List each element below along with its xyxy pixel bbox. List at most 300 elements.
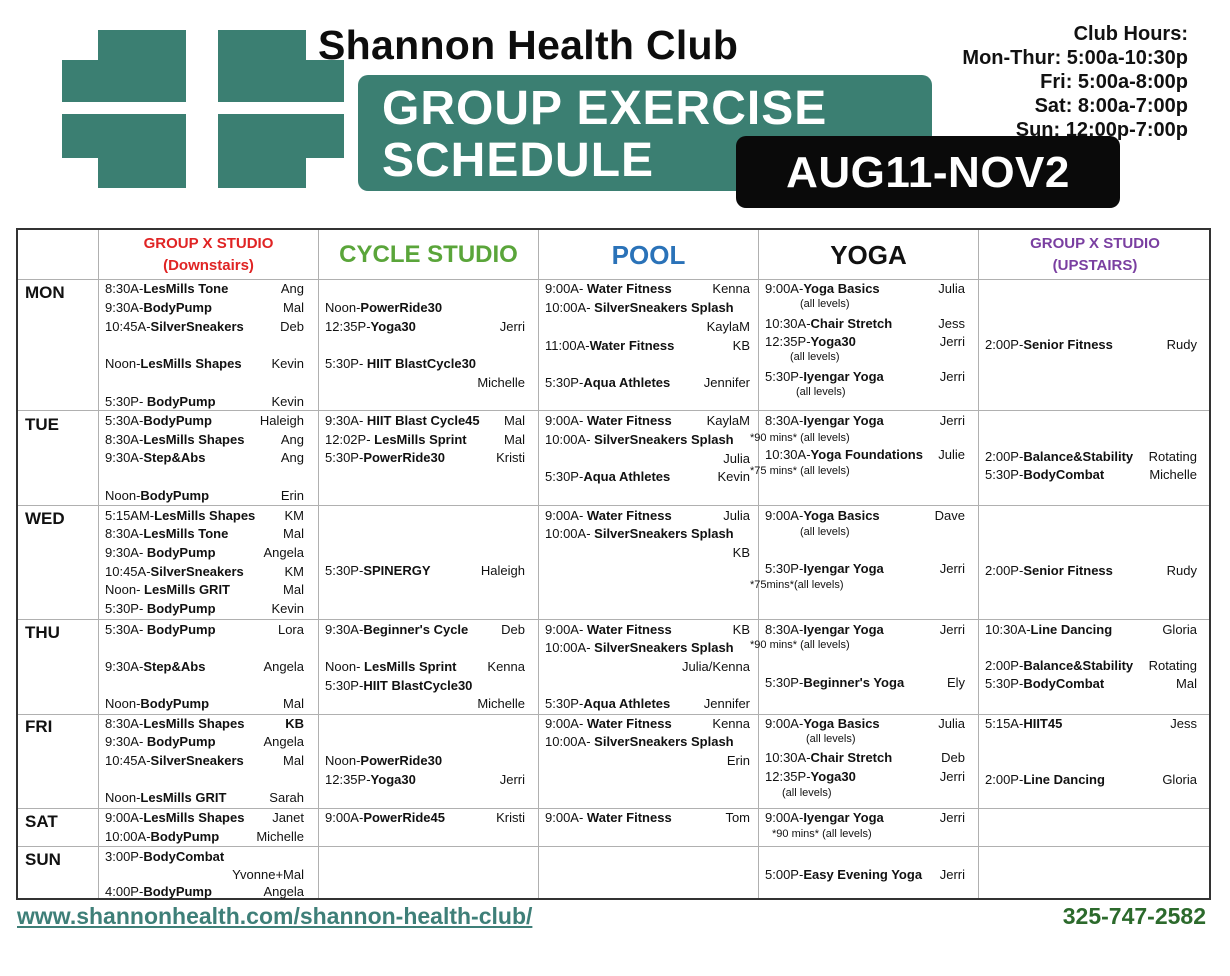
class-entry [105,488,304,504]
class-label [545,432,750,448]
class-label [325,413,525,429]
class-time: 5:30P- [765,369,804,384]
class-entry [545,526,750,542]
class-name: Line Dancing [1030,622,1113,637]
class-entry [545,640,750,656]
instructor-name: Mal [283,300,304,315]
class-label [765,413,965,429]
day-label-tue: TUE [25,415,59,434]
class-entry [545,508,750,524]
class-time: Noon- [105,582,145,597]
yoga-level-note: *90 mins* (all levels) [750,639,850,651]
column-header-title: GROUP X STUDIO [143,235,274,252]
column-divider [98,230,99,898]
instructor-name: KB [732,622,750,637]
class-entry [105,300,304,316]
class-time: 9:00A- [545,622,587,637]
instructor-name: Sarah [269,790,304,805]
instructor-name: Erin [280,488,304,503]
class-name: Beginner's Cycle [363,622,469,637]
class-entry [105,622,304,638]
class-name: BodyPump [146,545,216,560]
instructor-name: Jerri [499,319,525,334]
instructor-name: Lora [277,622,304,637]
class-time: 9:30A- [105,450,144,465]
instructor-name: Julie [938,447,965,462]
class-name: PowerRide30 [360,300,443,315]
instructor-name: Angela [263,734,304,749]
class-entry [105,601,304,617]
class-entry [545,469,750,485]
instructor-name: Kenna [487,659,525,674]
class-entry [105,564,304,580]
class-time: 5:30P- [765,561,804,576]
class-time: 5:30P- [545,375,584,390]
class-name: HIIT BlastCycle30 [363,678,473,693]
instructor-name: Angela [263,884,304,899]
instructor-name: KaylaM [706,413,750,428]
instructor-name: Ang [280,281,304,296]
instructor-name: Jennifer [703,375,750,390]
instructor-name: Julia [938,716,965,731]
class-entry [105,829,304,845]
class-time: 8:30A- [765,413,804,428]
column-header-title: YOGA [830,239,907,270]
class-name: SilverSneakers Splash [594,526,734,541]
class-entry [765,675,965,691]
instructor-name: Jerri [499,772,525,787]
class-entry [765,561,965,577]
class-entry [545,281,750,297]
class-label [545,810,750,826]
instructor-name: Gloria [1162,772,1197,787]
class-name: BodyPump [146,734,216,749]
class-time: Noon- [105,790,141,805]
phone-number: 325-747-2582 [1062,903,1206,929]
class-time: 12:02P- [325,432,375,447]
class-name: Senior Fitness [1023,337,1113,352]
banner-line-2: SCHEDULE [382,134,655,187]
instructor-name: Ang [280,432,304,447]
class-label [105,450,304,466]
class-name: Water Fitness [586,281,672,296]
class-entry [765,867,965,883]
yoga-level-note: (all levels) [806,733,856,745]
row-divider [18,505,1209,506]
class-time: 10:00A- [545,526,595,541]
class-time: 8:30A- [105,432,144,447]
class-time: 9:00A- [545,413,587,428]
class-entry [105,394,304,410]
column-header-cycle-studio [319,230,538,280]
instructor-name: Julia [723,451,750,466]
class-label [105,622,304,638]
class-label [545,734,750,750]
class-time: 9:30A- [325,622,364,637]
class-entry [765,316,965,332]
instructor-name: Tom [725,810,750,825]
class-label [545,300,750,316]
row-divider [18,846,1209,847]
class-time: 2:00P- [985,658,1024,673]
class-label [765,675,965,691]
class-entry [765,750,965,766]
instructor-name: Julia [938,281,965,296]
instructor-name: Deb [501,622,525,637]
class-entry [105,810,304,826]
class-time: 10:00A- [105,829,151,844]
class-time: 9:00A- [545,281,587,296]
class-name: Yoga30 [370,772,416,787]
class-name: Step&Abs [143,659,206,674]
class-time: 12:35P- [325,319,371,334]
row-divider [18,714,1209,715]
class-entry [325,772,525,788]
class-name: BodyPump [140,696,210,711]
class-time: 9:00A- [545,716,587,731]
class-name: Iyengar Yoga [803,622,884,637]
class-name: BodyPump [140,488,210,503]
class-name: SilverSneakers [150,319,244,334]
class-label [545,526,750,542]
instructor-name: Haleigh [259,413,304,428]
class-label [545,640,750,656]
class-name: Yoga30 [810,334,856,349]
class-label [105,281,304,297]
class-time: 5:30A- [105,622,147,637]
instructor-name: Ely [946,675,965,690]
class-time: 10:30A- [765,316,811,331]
instructor-name: Yvonne+Mal [232,867,304,882]
class-entry [765,508,965,524]
class-name: LesMills Tone [143,281,229,296]
club-hours [962,22,1188,142]
class-name: Iyengar Yoga [803,369,884,384]
class-name: PowerRide30 [360,753,443,768]
class-time: 5:30P- [325,450,364,465]
class-name: Chair Stretch [810,316,893,331]
class-time: 10:30A- [765,750,811,765]
class-label [765,810,965,826]
class-label [545,622,750,638]
class-label [325,810,525,826]
yoga-level-note: (all levels) [782,787,832,799]
class-name: Yoga30 [370,319,416,334]
instructor-name: Jerri [939,413,965,428]
class-entry [325,563,525,579]
column-header-subtitle: (Downstairs) [163,257,254,274]
class-label [105,508,304,524]
class-entry [765,334,965,350]
column-header-title: GROUP X STUDIO [1030,235,1160,252]
class-entry [545,338,750,354]
instructor-name: Kevin [717,469,750,484]
header [0,0,1230,215]
class-entry [105,508,304,524]
class-name: BodyPump [146,601,216,616]
class-entry [105,432,304,448]
instructor-name: Kristi [496,450,525,465]
class-entry [105,281,304,297]
class-entry [105,790,304,806]
class-label [985,676,1197,692]
instructor-name: Haleigh [480,563,525,578]
day-label-wed: WED [25,509,65,528]
class-time: 5:30P- [325,356,367,371]
class-label [105,849,304,865]
class-entry [545,375,750,391]
class-name: Iyengar Yoga [803,810,884,825]
instructor-name: Jennifer [703,696,750,711]
yoga-level-note: *90 mins* (all levels) [750,432,850,444]
class-name: LesMills Shapes [140,356,242,371]
class-name: Iyengar Yoga [803,561,884,576]
instructor-name: Julia [723,508,750,523]
instructor-name: Jess [938,316,965,331]
club-hours-line: Sat: 8:00a-7:00p [1034,95,1188,117]
class-label [765,750,965,766]
class-time: Noon- [325,753,361,768]
class-time: Noon- [325,659,365,674]
class-time: 8:30A- [105,716,144,731]
column-header-title: POOL [611,239,686,270]
class-label [105,488,304,504]
class-time: 9:00A- [545,508,587,523]
class-entry [105,582,304,598]
class-name: LesMills Shapes [143,432,245,447]
instructor-name: Jerri [939,867,965,882]
instructor-name: Mal [283,526,304,541]
class-time: 2:00P- [985,772,1024,787]
class-label [325,319,525,335]
class-name: Yoga Basics [803,716,880,731]
instructor-name: Kevin [271,601,304,616]
class-time: 9:30A- [105,734,147,749]
class-time: 4:00P- [105,884,144,899]
class-entry [325,659,525,675]
class-name: Balance&Stability [1023,449,1134,464]
column-header-title: CYCLE STUDIO [339,241,518,268]
class-label [985,563,1197,579]
class-label [545,508,750,524]
class-entry [325,413,525,429]
class-time: 9:00A- [105,810,144,825]
class-label [765,316,965,332]
class-label [765,561,965,577]
class-name: SilverSneakers Splash [594,734,734,749]
class-time: 9:30A- [105,659,144,674]
instructor-name: KB [285,716,304,731]
yoga-level-note: (all levels) [800,526,850,538]
class-entry [325,356,525,372]
row-divider [18,808,1209,809]
class-name: Water Fitness [589,338,675,353]
class-entry [325,678,525,694]
date-range: AUG11-NOV2 [786,148,1070,197]
class-name: Yoga Basics [803,281,880,296]
class-name: SilverSneakers [150,564,244,579]
class-name: BodyPump [143,884,212,899]
instructor-name: Michelle [477,696,525,711]
class-time: 9:00A- [545,810,587,825]
class-label [325,450,525,466]
class-time: 5:30P- [105,394,147,409]
instructor-name: KB [732,338,750,353]
class-label [105,716,304,732]
class-name: Aqua Athletes [583,696,671,711]
instructor-name: KaylaM [706,319,750,334]
class-name: BodyPump [146,394,216,409]
schedule-table [16,228,1211,900]
class-time: 9:00A- [765,508,804,523]
column-header-yoga [759,230,978,280]
class-time: 3:00P- [105,849,144,864]
instructor-name: Angela [263,545,304,560]
class-time: 10:45A- [105,753,151,768]
yoga-level-note: *75 mins* (all levels) [750,465,850,477]
class-time: 10:00A- [545,300,595,315]
column-header-subtitle: (UPSTAIRS) [1052,257,1138,274]
class-label [325,300,525,316]
column-header-pool [539,230,758,280]
instructor-name: Jess [1170,716,1197,731]
row-divider [18,410,1209,411]
class-time: 9:00A- [765,716,804,731]
class-entry [545,432,750,448]
class-name: BodyCombat [1023,676,1105,691]
class-time: Noon- [325,300,361,315]
class-time: 10:45A- [105,564,151,579]
class-name: Aqua Athletes [583,469,671,484]
class-name: BodyCombat [1023,467,1105,482]
class-entry [105,413,304,429]
instructor-name: Kevin [271,394,304,409]
class-time: 9:00A- [765,810,804,825]
instructor-name: Jerri [939,622,965,637]
instructor-name: Deb [280,319,304,334]
class-entry [545,716,750,732]
instructor-name: Rudy [1166,337,1197,352]
class-label [325,753,525,769]
class-time: 10:30A- [985,622,1031,637]
class-name: Yoga Basics [803,508,880,523]
class-entry [325,450,525,466]
class-entry [105,696,304,712]
class-entry [985,658,1197,674]
class-entry [545,622,750,638]
club-hours-line: Sun: 12:00p-7:00p [1015,119,1188,141]
class-entry [765,810,965,826]
class-label [765,769,965,785]
class-label [105,564,304,580]
class-time: Noon- [105,356,141,371]
class-entry [545,696,750,712]
class-name: BodyPump [143,413,212,428]
class-name: SilverSneakers Splash [594,640,734,655]
class-name: Senior Fitness [1023,563,1113,578]
class-time: 5:00P- [765,867,804,882]
instructor-name: Mal [504,432,525,447]
class-entry [325,432,525,448]
class-entry [105,659,304,675]
instructor-name: Mal [504,413,525,428]
instructor-name: Rudy [1166,563,1197,578]
yoga-level-note: (all levels) [790,351,840,363]
class-name: LesMills Tone [143,526,229,541]
instructor-name: KM [284,564,304,579]
instructor-name: KM [284,508,304,523]
class-time: 9:00A- [325,810,364,825]
class-name: Water Fitness [586,810,672,825]
class-entry [985,676,1197,692]
class-label [765,622,965,638]
class-entry [105,545,304,561]
club-name: Shannon Health Club [318,22,739,68]
class-time: 10:45A- [105,319,151,334]
class-time: 12:35P- [325,772,371,787]
class-name: LesMills Shapes [143,810,245,825]
class-label [765,369,965,385]
class-entry [765,622,965,638]
class-name: HIIT Blast Cycle45 [366,413,480,428]
date-range-badge [736,136,1120,208]
instructor-name: Kristi [496,810,525,825]
class-label [765,334,965,350]
instructor-name: Jerri [939,369,965,384]
column-divider [758,230,759,898]
class-name: LesMills Shapes [154,508,256,523]
class-name: Easy Evening Yoga [803,867,923,882]
class-label [765,716,965,732]
instructor-name: Rotating [1148,449,1197,464]
club-hours-title: Club Hours: [1073,23,1188,45]
class-time: 5:30P- [325,678,364,693]
instructor-name: Erin [726,753,750,768]
class-name: SilverSneakers [150,753,244,768]
class-entry [985,622,1197,638]
class-time: 10:00A- [545,734,595,749]
class-name: Water Fitness [586,508,672,523]
class-label [765,867,965,883]
class-time: 2:00P- [985,563,1024,578]
column-header-group-x-downstairs [99,230,318,280]
class-time: 5:30P- [105,601,147,616]
instructor-name: Gloria [1162,622,1197,637]
website-link[interactable]: www.shannonhealth.com/shannon-health-club/ [17,903,533,929]
class-label [325,772,525,788]
class-time: 10:00A- [545,640,595,655]
column-divider [978,230,979,898]
class-entry [985,772,1197,788]
class-entry [105,884,304,900]
day-label-mon: MON [25,283,65,302]
class-label [105,432,304,448]
instructor-name: Mal [283,753,304,768]
instructor-name: Deb [941,750,965,765]
class-time: 5:15AM- [105,508,155,523]
yoga-level-note: *75mins*(all levels) [750,579,844,591]
column-header-group-x-upstairs [979,230,1211,280]
club-hours-line: Mon-Thur: 5:00a-10:30p [962,47,1188,69]
instructor-name: Janet [272,810,304,825]
instructor-name: Mal [1176,676,1197,691]
class-entry [105,450,304,466]
class-name: Water Fitness [586,413,672,428]
class-label [105,753,304,769]
class-entry [325,810,525,826]
class-entry [985,563,1197,579]
class-entry [765,281,965,297]
